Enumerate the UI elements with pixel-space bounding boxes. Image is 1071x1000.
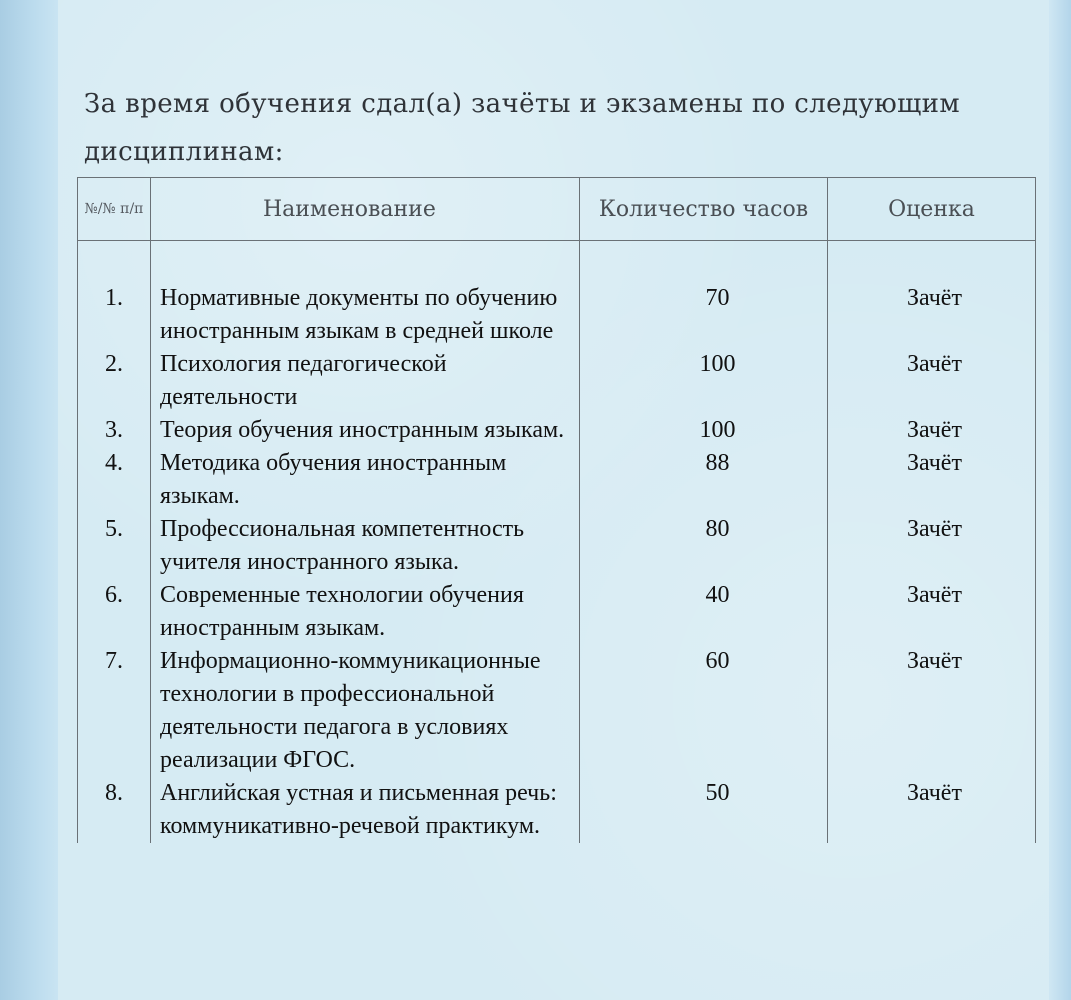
row-hours: 100 [580,348,828,414]
table-row [78,645,1036,777]
table-row [78,777,1036,843]
header-hours: Количество часов [580,178,828,241]
row-hours: 100 [580,414,828,447]
row-name: Психология педагогической деятельности [151,348,580,414]
row-number: 1. [78,241,151,349]
header-number: №/№ п/п [78,178,151,241]
row-hours: 88 [580,447,828,513]
table-row [78,348,1036,414]
table-row [78,447,1036,513]
row-grade: Зачёт [828,414,1036,447]
row-name: Информационно-коммуникационные технологии в профессиональной деятельности педагога в условиях реализации ФГОС. [151,645,580,777]
row-grade: Зачёт [828,447,1036,513]
row-number: 8. [78,777,151,843]
row-grade: Зачёт [828,645,1036,777]
row-name: Английская устная и письменная речь: коммуникативно-речевой практикум. [151,777,580,843]
header-grade: Оценка [828,178,1036,241]
row-grade: Зачёт [828,777,1036,843]
header-name: Наименование [151,178,580,241]
row-number: 4. [78,447,151,513]
row-hours: 40 [580,579,828,645]
disciplines-table [77,177,1036,843]
document-frame-right [1049,0,1071,1000]
row-number: 2. [78,348,151,414]
row-name: Теория обучения иностранным языкам. [151,414,580,447]
row-number: 3. [78,414,151,447]
table-row [78,414,1036,447]
row-name: Методика обучения иностранным языкам. [151,447,580,513]
row-hours: 50 [580,777,828,843]
row-grade: Зачёт [828,513,1036,579]
row-name: Современные технологии обучения иностранным языкам. [151,579,580,645]
row-hours: 70 [580,241,828,349]
row-number: 6. [78,579,151,645]
table-row [78,241,1036,349]
intro-text: За время обучения сдал(а) зачёты и экзамены по следующим дисциплинам: [84,89,961,167]
row-number: 5. [78,513,151,579]
row-name: Нормативные документы по обучению иностранным языкам в средней школе [151,241,580,349]
row-grade: Зачёт [828,579,1036,645]
row-hours: 80 [580,513,828,579]
table-row [78,513,1036,579]
row-hours: 60 [580,645,828,777]
table-header-row [78,178,1036,241]
row-number: 7. [78,645,151,777]
document-frame-left [0,0,58,1000]
row-grade: Зачёт [828,241,1036,349]
row-grade: Зачёт [828,348,1036,414]
row-name: Профессиональная компетентность учителя иностранного языка. [151,513,580,579]
table-row [78,579,1036,645]
